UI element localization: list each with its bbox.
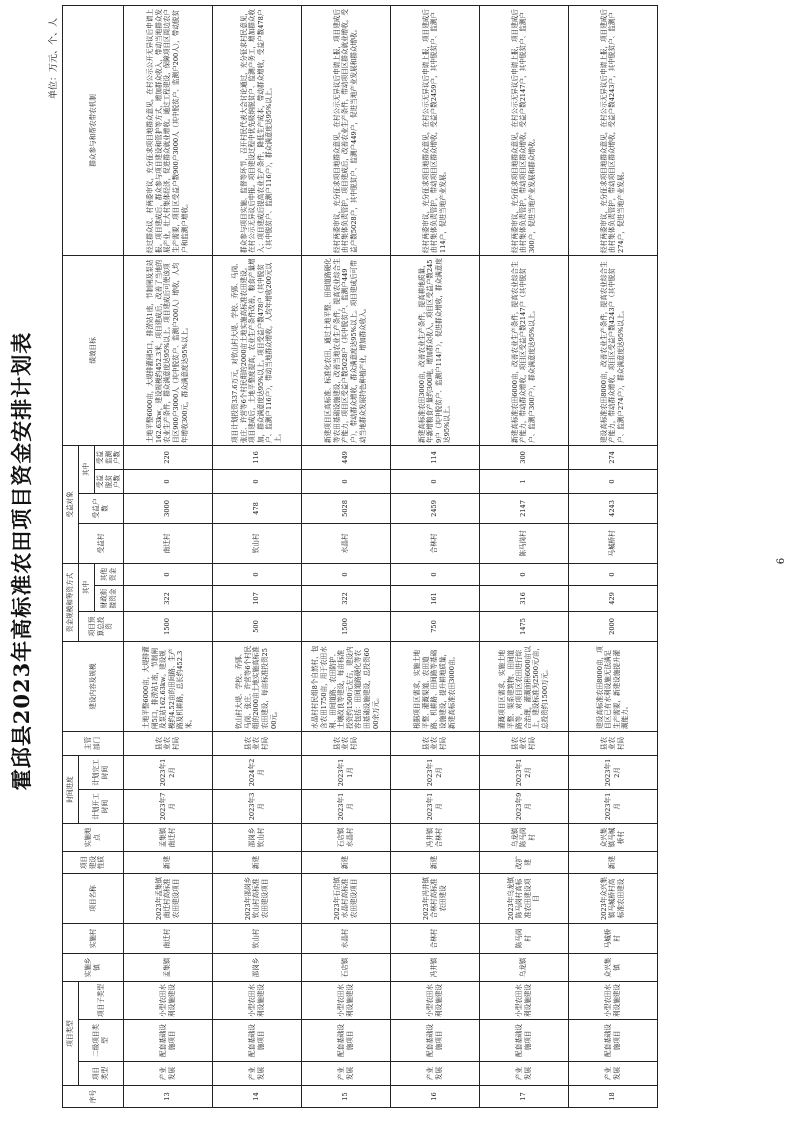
mechanism-cell: 经村两委审议，充分征求项目地群众意见，在村公示无异议后申请上报，项目建成后由村集体负责管护，项目建成后，改善农业生产条件，带动项目区群众就业增收，受益户数5028户，其中脱贫户、监测户449户，促进当地产业发展和群众增收。	[301, 5, 390, 255]
mechanism-cell: 经过群众议、村两委审议，充分征求项目地群众意见，在村公示公开无异议后申请上报。项目建成后，群众参与项目建设和管护等方式，增加群众收入，带动当地群众发展产业，壮大村集体经济，促进群众就业增收。通过工程建设，保障项目区周边农户生产需要，项目区受益户数900户3000人（其中脱贫户、监测户200人），带动脱贫户和监测户增收。	[123, 5, 212, 255]
benefit-village-cell: 水晶村	[301, 523, 390, 563]
content-cell: 水晶村村民组8个自然村，包含农田1750亩，用于农田水利、田间道路、农田防护、土壤改良等建设，每亩标准投资约1500元左右，建设内容包括：田间道路硬化等农田基础设施建设，总投资6000余万元。	[301, 641, 390, 731]
content-cell: 钦山村大堤、学校、乔郢、马岗、张庄、许营等6个村民组的2000亩土地实施高标准农田建设，每亩标准投资2500元。	[212, 641, 301, 731]
header-level1: 二级项目类型	[79, 1020, 124, 1062]
table-body	[123, 5, 657, 1107]
header-funding: 资金规模和筹资方式	[63, 563, 79, 641]
subtype-cell: 小型农田水利设施建设	[568, 981, 657, 1019]
end-date-cell: 2023年11月	[301, 755, 390, 789]
project-name-cell: 2023年孟集镇南迁村高标准农田建设项目	[123, 873, 212, 923]
type-cell: 产业发展	[301, 1062, 390, 1086]
table-row	[390, 5, 479, 1107]
dept-cell: 县农业农村局	[123, 731, 212, 755]
seq-cell: 16	[390, 1086, 479, 1108]
benefit-village-cell: 陈马岗村	[479, 523, 568, 563]
other-fund-cell: 0	[568, 563, 657, 585]
town-cell: 乌龙镇	[479, 953, 568, 981]
location-cell: 孟集镇南迁村	[123, 823, 212, 851]
fiscal-cell: 322	[301, 585, 390, 611]
households-cell: 2147	[479, 493, 568, 523]
town-cell: 孟集镇	[123, 953, 212, 981]
performance-cell: 新建项目区高标准、标准化农田，通过土地平整、田间道路硬化等农田基础设施建设，改善当地农业生产条件，提高农业综合生产能力，项目区受益户数5028户（其中脱贫户、监测户449户），带动群众增收，群众满意度达95%以上。项目建成后可带动当地群众发展特色种植产业，增加群众收入。	[301, 255, 390, 445]
project-name-cell: 2023年乌龙镇陈马岗村高标准农田建设项目	[479, 873, 568, 923]
monitor-households-cell: 220	[123, 445, 212, 469]
monitor-households-cell: 116	[212, 445, 301, 469]
nature-cell: 新建	[568, 851, 657, 873]
mechanism-cell: 群众参与项目实施、监督等环节，召开村民代表大会讨论通过，充分征求村民意见，在村公示无异议后申报。项目建设过程中优先吸纳脱贫户、监测户务工，增加群众收入；项目建成后提高农业生产条件，降低生产成本，带动群众增收，受益户数478户（其中脱贫户、监测户116户），群众满意度达95%以上。	[212, 5, 301, 255]
seq-cell: 14	[212, 1086, 301, 1108]
poor-households-cell: 0	[568, 469, 657, 493]
type-cell: 产业发展	[390, 1062, 479, 1086]
monitor-households-cell: 274	[568, 445, 657, 469]
town-cell: 冯井镇	[390, 953, 479, 981]
end-date-cell: 2023年12月	[479, 755, 568, 789]
village-cell: 合林村	[390, 923, 479, 953]
monitor-households-cell: 300	[479, 445, 568, 469]
other-fund-cell: 0	[212, 563, 301, 585]
header-fiscal: 财政衔接资金	[95, 585, 124, 611]
subtype-cell: 小型农田水利设施建设	[212, 981, 301, 1019]
level1-cell: 配套基础设施项目	[301, 1020, 390, 1062]
poor-households-cell: 0	[390, 469, 479, 493]
header-monitor-households: 受益监测户数	[95, 445, 124, 469]
budget-cell: 1500	[301, 611, 390, 641]
town-cell: 石店镇	[301, 953, 390, 981]
dept-cell: 县农业农村局	[301, 731, 390, 755]
content-cell: 根据项目区需求，实施土地平整、灌溉渠道、农田道路、机耕路、田间路等基础设施建设，提升耕地质量，新建高标准农田3000亩。	[390, 641, 479, 731]
content-cell: 灌溉项目区需求，实施土地平整、渠系建筑物、田间道路等，对项目区农田进行综合治理，灌溉面积6000亩以上，建设标准为2500元/亩，总投资约1500万元。	[479, 641, 568, 731]
benefit-village-cell: 马城桥村	[568, 523, 657, 563]
header-town: 实施乡镇	[63, 953, 124, 981]
nature-cell: 新建	[390, 851, 479, 873]
village-cell: 马城桥村	[568, 923, 657, 953]
performance-cell: 土地平整6000亩，大堤排灌闸5口，排涝站1座，节制闸及泵站162.63kw，建设规模约452.3米，项目建成后，改善了当地的农业生产条件，群众满意度达95%以上。项目建成后可使该项目区900户3000人（其中脱贫户、监测户200人）增收，人均年增收300元，群众满意度达95%以上。	[123, 255, 212, 445]
dept-cell: 县农业农村局	[212, 731, 301, 755]
header-poor-households: 受益脱贫户数	[95, 469, 124, 493]
end-date-cell: 2023年12月	[568, 755, 657, 789]
seq-cell: 18	[568, 1086, 657, 1108]
village-cell: 水晶村	[301, 923, 390, 953]
level1-cell: 配套基础设施项目	[123, 1020, 212, 1062]
seq-cell: 15	[301, 1086, 390, 1108]
document-title: 霍邱县2023年高标准农田项目资金安排计划表	[9, 331, 34, 791]
table-row	[479, 5, 568, 1107]
mechanism-cell: 经村两委审议，充分征求项目地群众意见，在村公示无异议后申请上报，项目建成后由村集体负责管护，带动项目区群众增收，受益户数2147户，其中脱贫户、监测户300户，促进当地产业发展和群众增收。	[479, 5, 568, 255]
performance-cell: 新建高标准农田6000亩，改善农业生产条件，提高农业综合生产能力，带动群众增收，项目区受益户数2147户（其中脱贫户、监测户300户），群众满意度达95%以上。	[479, 255, 568, 445]
header-nature: 项目建设性质	[63, 851, 124, 873]
content-cell: 建设高标准农田8000亩，项目区已有水利设施无法满足生产需要，新建设施提升灌溉能力。	[568, 641, 657, 731]
dept-cell: 县农业农村局	[568, 731, 657, 755]
village-cell: 钦山村	[212, 923, 301, 953]
header-benefit-households: 受益户数	[79, 493, 124, 523]
header-budget: 项目预算总投资	[79, 611, 124, 641]
header-village: 实施村	[63, 923, 124, 953]
location-cell: 石店镇水晶村	[301, 823, 390, 851]
fiscal-cell: 161	[390, 585, 479, 611]
nature-cell: 新建	[123, 851, 212, 873]
benefit-village-cell: 合林村	[390, 523, 479, 563]
table-row	[212, 5, 301, 1107]
households-cell: 5028	[301, 493, 390, 523]
level1-cell: 配套基础设施项目	[479, 1020, 568, 1062]
level1-cell: 配套基础设施项目	[212, 1020, 301, 1062]
fiscal-cell: 322	[123, 585, 212, 611]
header-other-fiscal: 其他资金	[95, 563, 124, 585]
start-date-cell: 2023年1月	[390, 789, 479, 823]
content-cell: 土地平整6000亩，大堤排灌闸5口，排涝站1座，节制闸及泵站162.63kw。建设规模约4.52亩的田间路、生产路及机耕路，总长约452.3米。	[123, 641, 212, 731]
project-name-cell: 2023年众兴集镇马城桥村高标准农田建设	[568, 873, 657, 923]
village-cell: 南迁村	[123, 923, 212, 953]
town-cell: 邵岗乡	[212, 953, 301, 981]
table-row	[123, 5, 212, 1107]
table-row	[301, 5, 390, 1107]
header-among: 其中	[79, 563, 95, 611]
level1-cell: 配套基础设施项目	[390, 1020, 479, 1062]
end-date-cell: 2023年12月	[390, 755, 479, 789]
households-cell: 2459	[390, 493, 479, 523]
location-cell: 邵岗乡钦山村	[212, 823, 301, 851]
header-schedule: 时间进度	[63, 755, 79, 823]
poor-households-cell: 1	[479, 469, 568, 493]
header-primary-type: 项目类型	[79, 1062, 124, 1086]
subtype-cell: 小型农田水利设施建设	[390, 981, 479, 1019]
dept-cell: 县农业农村局	[479, 731, 568, 755]
subtype-cell: 小型农田水利设施建设	[301, 981, 390, 1019]
table-row	[568, 5, 657, 1107]
header-benefit-village: 受益村	[79, 523, 124, 563]
seq-cell: 17	[479, 1086, 568, 1108]
poor-households-cell: 0	[212, 469, 301, 493]
nature-cell: 新建	[301, 851, 390, 873]
unit-label: 单位：万元、个、人	[49, 18, 59, 100]
fiscal-cell: 316	[479, 585, 568, 611]
performance-cell: 项目计划投资337.6万元，对钦山村大堤、学校、乔郢、马岗、张庄、许营等6个村民组的2000亩土地实施高标准农田建设。项目建成后，土地平整度提高，农业生产条件改善，粮食产量增加，群众满意度达95%以上。项目受益户数478户（其中脱贫户、监测户116户），带动当地群众增收，人均年增收200元以上。	[212, 255, 301, 445]
dept-cell: 县农业农村局	[390, 731, 479, 755]
monitor-households-cell: 449	[301, 445, 390, 469]
subtype-cell: 小型农田水利设施建设	[479, 981, 568, 1019]
households-cell: 4243	[568, 493, 657, 523]
location-cell: 众兴集镇马城桥村	[568, 823, 657, 851]
mechanism-cell: 经村两委审议，充分征求项目地群众意见，在村公示无异议后申请上报，项目建成后由村集体负责管护，带动项目区群众增收，受益户数4243户，其中脱贫户、监测户274户，促进当地产业发展。	[568, 5, 657, 255]
poor-households-cell: 0	[123, 469, 212, 493]
monitor-households-cell: 114	[390, 445, 479, 469]
town-cell: 众兴集镇	[568, 953, 657, 981]
header-content: 建设内容及规模	[63, 641, 124, 731]
type-cell: 产业发展	[479, 1062, 568, 1086]
other-fund-cell: 0	[123, 563, 212, 585]
fiscal-cell: 107	[212, 585, 301, 611]
households-cell: 3000	[123, 493, 212, 523]
benefit-village-cell: 钦山村	[212, 523, 301, 563]
header-start: 计划开工时间	[79, 789, 124, 823]
performance-cell: 建设高标准农田8000亩，改善农业生产条件，提高农业综合生产能力，带动群众增收，项目区受益户数4243户（其中脱贫户、监测户274户），群众满意度达95%以上。	[568, 255, 657, 445]
other-fund-cell: 0	[390, 563, 479, 585]
header-location: 实施地点	[63, 823, 124, 851]
nature-cell: 新建	[212, 851, 301, 873]
end-date-cell: 2023年12月	[123, 755, 212, 789]
level1-cell: 配套基础设施项目	[568, 1020, 657, 1062]
project-name-cell: 2023年冯井镇合林村高标准农田建设	[390, 873, 479, 923]
benefit-village-cell: 南迁村	[123, 523, 212, 563]
start-date-cell: 2023年3月	[212, 789, 301, 823]
start-date-cell: 2023年7月	[123, 789, 212, 823]
start-date-cell: 2023年1月	[568, 789, 657, 823]
location-cell: 冯井镇合林村	[390, 823, 479, 851]
header-project-type: 项目类型	[63, 981, 79, 1085]
village-cell: 陈马岗村	[479, 923, 568, 953]
subtype-cell: 小型农田水利设施建设	[123, 981, 212, 1019]
page-number: 6	[776, 557, 787, 565]
budget-cell: 1475	[479, 611, 568, 641]
performance-cell: 新建高标准农田3000亩，改善农业生产条件，提高耕地质量，年新增粮食产量约300吨，增加群众收入，项目区受益户数2459户（其中脱贫户、监测户114户），促进群众增收，群众满意度达95%以上。	[390, 255, 479, 445]
location-cell: 乌龙镇陈马岗村	[479, 823, 568, 851]
header-mechanism: 群众参与和帮农带农机制	[63, 5, 124, 255]
start-date-cell: 2023年9月	[479, 789, 568, 823]
header-performance: 绩效目标	[63, 255, 124, 445]
nature-cell: 改扩建	[479, 851, 568, 873]
type-cell: 产业发展	[123, 1062, 212, 1086]
project-funding-table	[62, 5, 658, 1108]
project-name-cell: 2023年邵岗乡钦山村高标准农田建设项目	[212, 873, 301, 923]
header-end: 计划完工时间	[79, 755, 124, 789]
header-dept: 主管部门	[63, 731, 124, 755]
start-date-cell: 2023年1月	[301, 789, 390, 823]
mechanism-cell: 经村两委审议，充分征求项目地群众意见，在村公示无异议后申请上报，项目建成后由村集体负责管护，带动项目区群众增收，受益户数2459户，其中脱贫户、监测户114户，促进当地产业发展。	[390, 5, 479, 255]
fiscal-cell: 429	[568, 585, 657, 611]
other-fund-cell: 0	[301, 563, 390, 585]
header-among2: 其中	[79, 445, 95, 493]
households-cell: 478	[212, 493, 301, 523]
header-project-name: 项目名称	[63, 873, 124, 923]
other-fund-cell: 0	[479, 563, 568, 585]
type-cell: 产业发展	[212, 1062, 301, 1086]
budget-cell: 750	[390, 611, 479, 641]
seq-cell: 13	[123, 1086, 212, 1108]
budget-cell: 2000	[568, 611, 657, 641]
type-cell: 产业发展	[568, 1062, 657, 1086]
header-sub-type: 项目子类型	[79, 981, 124, 1019]
budget-cell: 500	[212, 611, 301, 641]
poor-households-cell: 0	[301, 469, 390, 493]
header-seq: 序号	[63, 1086, 124, 1108]
header-beneficiary: 受益对象	[63, 445, 79, 563]
budget-cell: 1500	[123, 611, 212, 641]
end-date-cell: 2024年2月	[212, 755, 301, 789]
project-name-cell: 2023年石店镇水晶村高标准农田建设项目	[301, 873, 390, 923]
